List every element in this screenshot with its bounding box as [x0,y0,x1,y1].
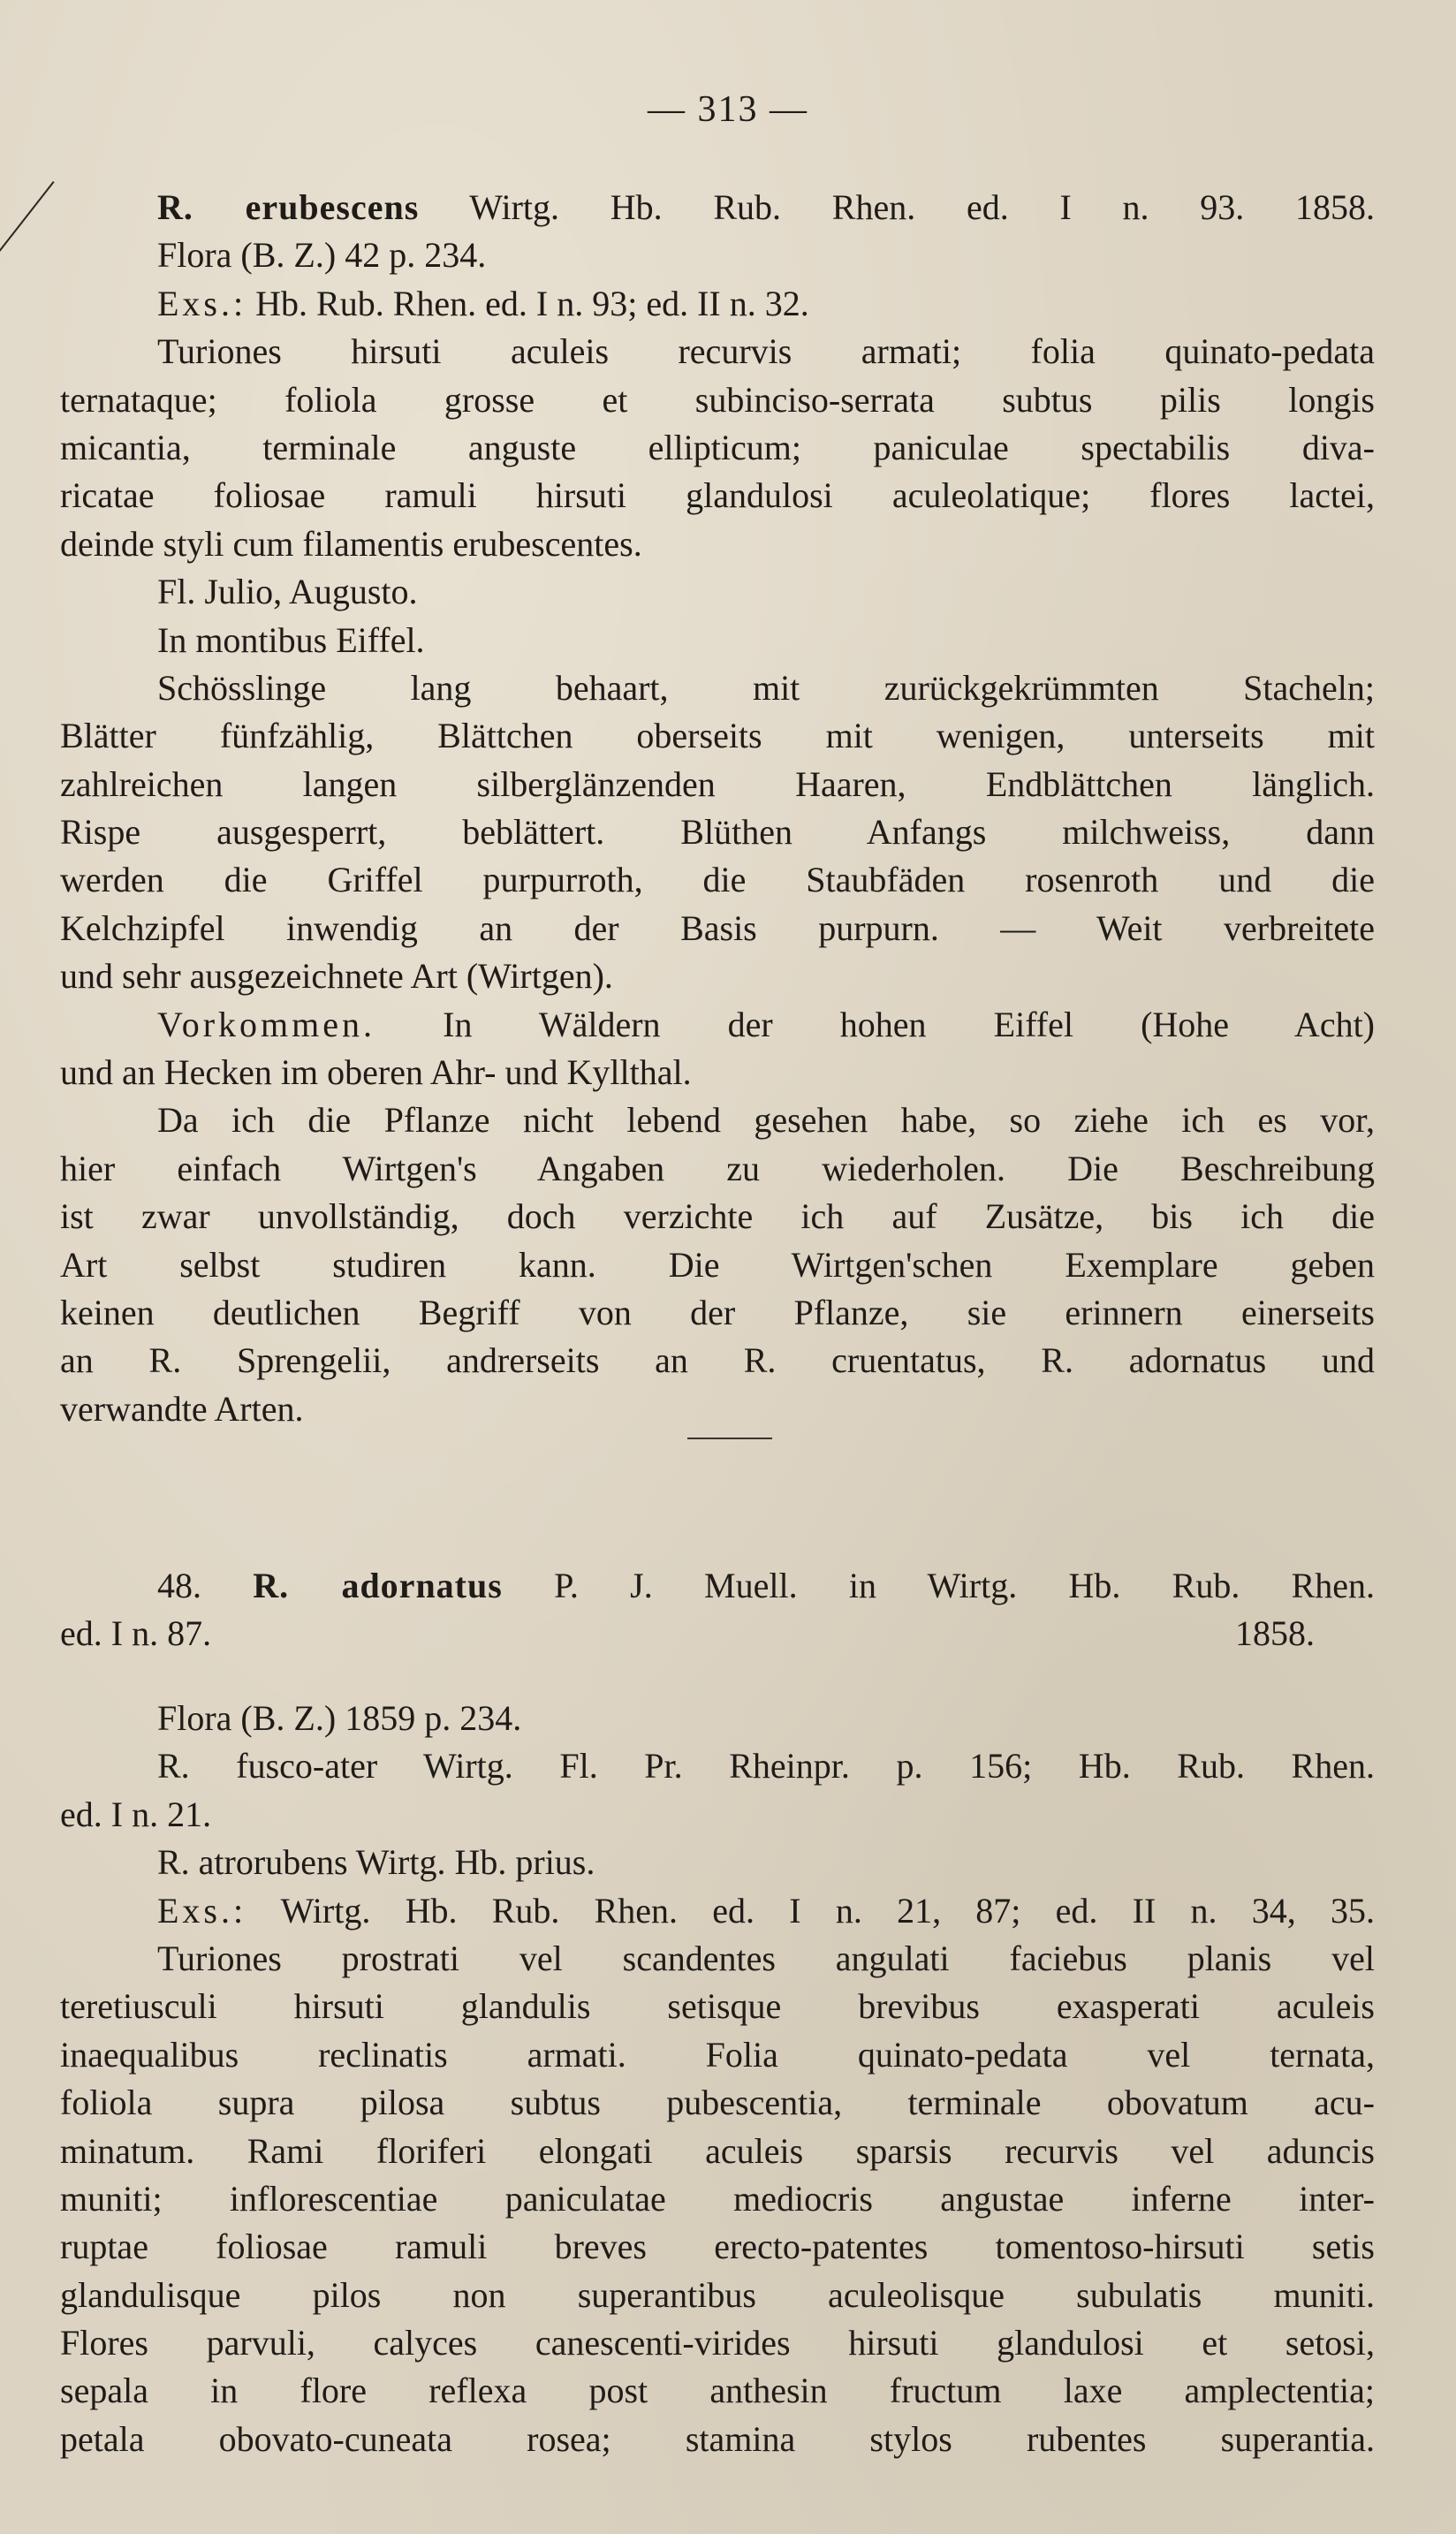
text-line [60,1145,1375,1193]
species-name: R. adornatus [253,1566,503,1605]
text-line [60,1193,1375,1240]
text-line [60,1337,1375,1385]
text-run: Schösslinge lang behaart, mit zurückgekrümmten Stacheln; [157,667,1375,708]
text-run: ruptae foliosae ramuli breves erecto-patentes tomentoso-hirsuti setis [60,2227,1375,2267]
text-line [60,808,1375,856]
text-run: teretiusculi hirsuti glandulis setisque brevibus exasperati aculeis [60,1986,1375,2027]
text-line [60,1983,1375,2030]
entry-48-edition: ed. I n. 87. [60,1613,212,1654]
text-line [60,2272,1375,2319]
text-run: Turiones prostrati vel scandentes angulati faciebus planis vel [157,1938,1375,1978]
text-run: und sehr ausgezeichnete Art (Wirtgen). [60,956,613,997]
text-run: Rispe ausgesperrt, beblättert. Blüthen Anfangs milchweiss, dann [60,812,1375,853]
text-run: Da ich die Pflanze nicht lebend gesehen habe, so ziehe ich es vor, [157,1100,1375,1141]
text-line [60,376,1375,424]
text-run: P. J. Muell. in Wirtg. Hb. Rub. Rhen. [502,1566,1375,1605]
text-run: werden die Griffel purpurroth, die Staubfäden rosenroth und die [60,860,1375,900]
entry-48-heading-line-2 [60,1610,1375,1658]
page-number: — 313 — [648,89,808,130]
text-line [60,2128,1375,2175]
text-run: verwandte Arten. [60,1388,304,1429]
text-line [60,905,1375,952]
text-line [60,1791,1375,1839]
text-line [60,2367,1375,2415]
text-run: 48. [157,1566,254,1605]
text-run: ed. I n. 21. [60,1794,212,1834]
text-run: Flora (B. Z.) 1859 p. 234. [157,1698,522,1738]
text-run: In Wäldern der hohen Eiffel (Hohe Acht) [375,1004,1375,1044]
text-line [60,2031,1375,2079]
text-run: minatum. Rami floriferi elongati aculeis sparsis recurvis vel aduncis [60,2130,1375,2171]
text-line [60,1289,1375,1337]
text-line [60,1049,1375,1096]
text-run: Blätter fünfzählig, Blättchen oberseits mit wenigen, unterseits mit [60,716,1375,756]
text-run: R. fusco-ater Wirtg. Fl. Pr. Rheinpr. p. 156; Hb. Rub. Rhen. [157,1746,1375,1787]
text-run: sepala in flore reflexa post anthesin fructum laxe amplectentia; [60,2371,1375,2411]
margin-pencil-mark [0,181,55,266]
text-line [60,2416,1375,2463]
text-run: hier einfach Wirtgen's Angaben zu wiederholen. Die Beschreibung [60,1148,1375,1188]
entry-48-heading-line-1 [60,1562,1375,1610]
text-run: foliola supra pilosa subtus pubescentia, terminale obovatum acu- [60,2083,1375,2123]
text-run: ternataque; foliola grosse et subinciso-serrata subtus pilis longis [60,379,1375,420]
entry-48-heading [60,1562,1375,1658]
text-run: keinen deutlichen Begriff von der Pflanze, sie erinnern einerseits [60,1292,1375,1332]
entry-48-year: 1858. [1235,1613,1315,1654]
text-run: Flores parvuli, calyces canescenti-virides hirsuti glandulosi et setosi, [60,2323,1375,2363]
text-run: petala obovato-cuneata rosea; stamina stylos rubentes superantia. [60,2418,1375,2459]
text-line [60,280,1375,328]
text-line [60,424,1375,472]
text-run: ist zwar unvollständig, doch verzichte ich auf Zusätze, bis ich die [60,1196,1375,1237]
text-line [60,1887,1375,1935]
spaced-label: Exs.: [157,1890,247,1931]
entry-47-rubus-erubescens [60,184,1375,1433]
text-line [60,1839,1375,1886]
text-line [60,1935,1375,1983]
text-run: inaequalibus reclinatis armati. Folia quinato-pedata vel ternata, [60,2034,1375,2075]
text-line [60,2223,1375,2271]
text-run: Wirtg. Hb. Rub. Rhen. ed. I n. 93. 1858. [419,187,1375,227]
section-divider [687,1438,772,1439]
text-line [60,952,1375,1000]
text-line [60,1096,1375,1144]
text-run: R. atrorubens Wirtg. Hb. prius. [157,1842,595,1883]
text-line [60,1385,1375,1433]
text-run: In montibus Eiffel. [157,619,425,660]
text-run: Turiones hirsuti aculeis recurvis armati; folia quinato-pedata [157,331,1375,372]
text-line [60,2175,1375,2223]
text-line [60,856,1375,904]
text-line [60,1241,1375,1289]
text-line [60,184,1375,231]
text-run: glandulisque pilos non superantibus aculeolisque subulatis muniti. [60,2274,1375,2315]
text-line [60,231,1375,279]
text-line [60,1001,1375,1049]
text-line [60,617,1375,664]
text-line [60,472,1375,520]
text-run: Art selbst studiren kann. Die Wirtgen'schen Exemplare geben [60,1244,1375,1285]
text-run: Wirtg. Hb. Rub. Rhen. ed. I n. 21, 87; ed. II n. 34, 35. [246,1890,1375,1931]
text-run: Flora (B. Z.) 42 p. 234. [157,235,487,276]
spaced-label: Exs.: [157,283,247,323]
text-line [60,664,1375,712]
text-run: Fl. Julio, Augusto. [157,572,418,612]
text-line [60,1742,1375,1790]
text-line [60,1695,1375,1742]
species-name: R. erubescens [157,187,420,227]
text-line [60,761,1375,808]
text-run: micantia, terminale anguste ellipticum; paniculae spectabilis diva- [60,427,1375,467]
entry-48-rubus-adornatus [60,1695,1375,2463]
text-run: Kelchzipfel inwendig an der Basis purpurn. — Weit verbreitete [60,907,1375,948]
text-run: an R. Sprengelii, andrerseits an R. cruentatus, R. adornatus und [60,1340,1375,1381]
spaced-label: Vorkommen. [157,1004,376,1044]
text-run: deinde styli cum filamentis erubescentes. [60,523,642,564]
text-line [60,2079,1375,2127]
text-line [60,328,1375,376]
text-run: Hb. Rub. Rhen. ed. I n. 93; ed. II n. 32. [246,283,809,323]
text-line [60,712,1375,760]
text-run: muniti; inflorescentiae paniculatae mediocris angustae inferne inter- [60,2178,1375,2219]
text-run: zahlreichen langen silberglänzenden Haaren, Endblättchen länglich. [60,763,1375,804]
text-run: und an Hecken im oberen Ahr- und Kyllthal. [60,1052,692,1093]
text-line [60,568,1375,616]
text-line [60,520,1375,568]
text-line [60,2319,1375,2367]
text-run: ricatae foliosae ramuli hirsuti glandulosi aculeolatique; flores lactei, [60,475,1375,516]
